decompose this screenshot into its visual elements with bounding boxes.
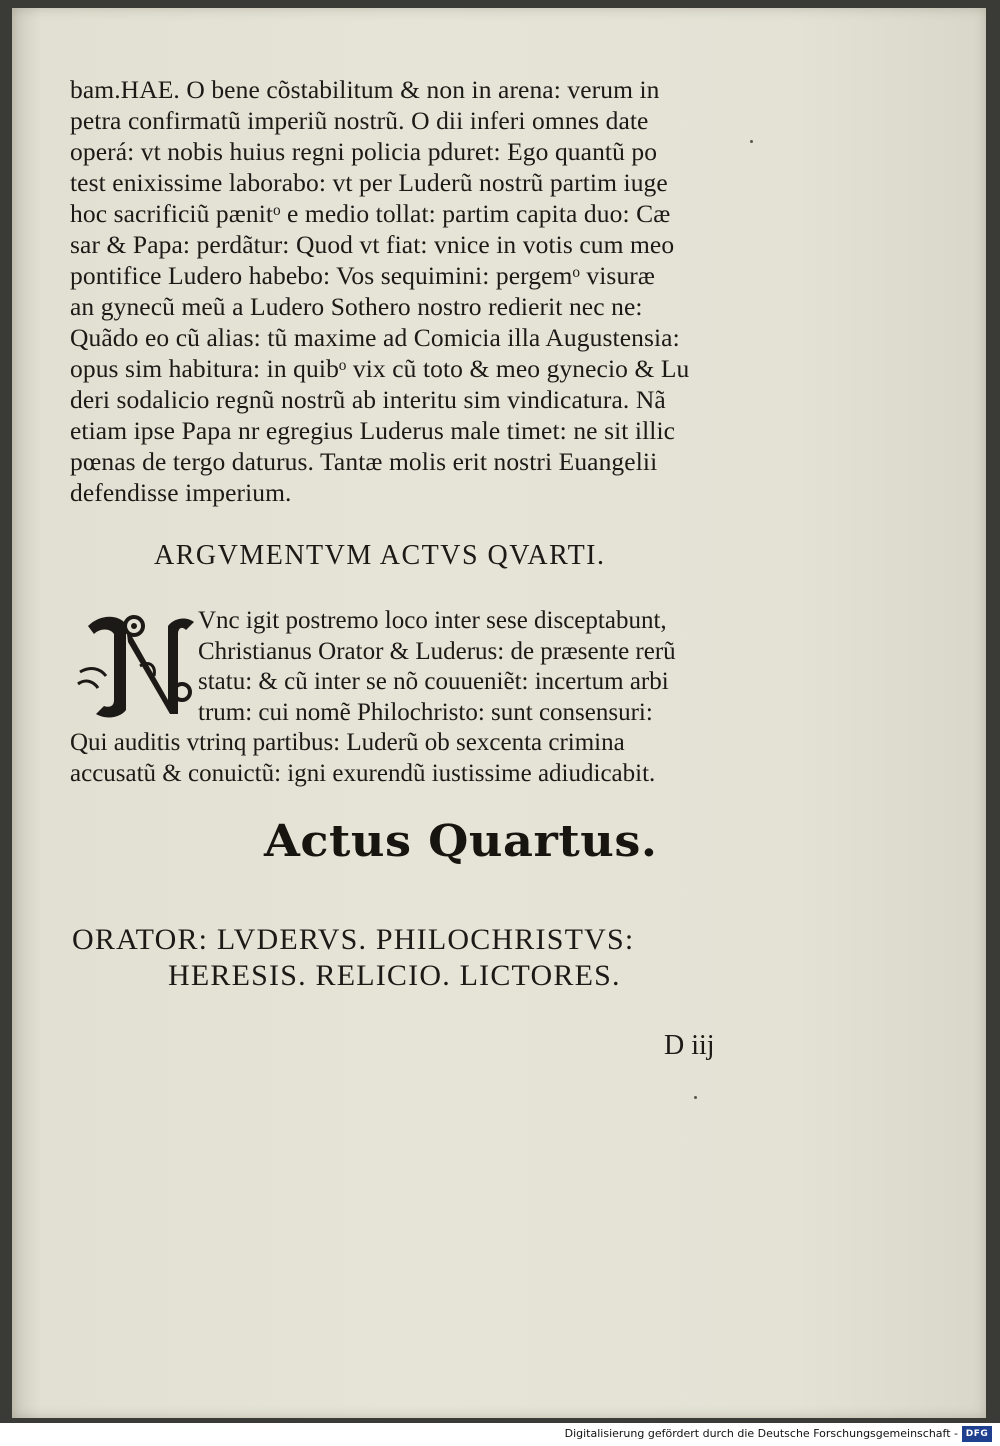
signature-mark: D iij xyxy=(664,1030,715,1061)
act-title: Actus Quartus. xyxy=(264,816,658,867)
argument-line: statu: & cũ inter se nõ couueniẽt: incertum arbi xyxy=(198,668,669,695)
cast-list xyxy=(72,922,634,994)
body-line: sar & Papa: perdãtur: Quod vt fiat: vnice in votis cum meo xyxy=(70,230,675,259)
body-line: opus sim habitura: in quibᵒ vix cũ toto & meo gynecio & Lu xyxy=(70,354,690,383)
argument-line: Vnc igit postremo loco inter sese disceptabunt, xyxy=(198,607,667,634)
body-line: Quãdo eo cũ alias: tũ maxime ad Comicia illa Augustensia: xyxy=(70,323,680,352)
body-line: petra confirmatũ imperiũ nostrũ. O dii inferi omnes date xyxy=(70,106,649,135)
body-text xyxy=(70,74,810,508)
body-line: operá: vt nobis huius regni policia pduret: Ego quantũ po xyxy=(70,137,658,166)
cast-line: ORATOR: LVDERVS. PHILOCHRISTVS: xyxy=(72,923,635,956)
footer-credit: Digitalisierung gefördert durch die Deutsche Forschungsgemeinschaft - xyxy=(564,1427,958,1440)
argument-heading: ARGVMENTVM ACTVS QVARTI. xyxy=(154,540,606,571)
argument-line: Qui auditis vtrinq partibus: Luderũ ob sexcenta crimina xyxy=(70,729,625,756)
argument-line: trum: cui nomẽ Philochristo: sunt consensuri: xyxy=(198,698,653,726)
argument-line: accusatũ & conuictũ: igni exurendũ iustissime adiudicabit. xyxy=(70,759,656,787)
footer-bar xyxy=(0,1423,1000,1446)
book-page xyxy=(12,8,986,1418)
body-line: pœnas de tergo daturus. Tantæ molis erit nostri Euangelii xyxy=(70,447,658,476)
body-line: bam.HAE. O bene cõstabilitum & non in arena: verum in xyxy=(70,75,660,104)
argument-line: Christianus Orator & Luderus: de præsente rerũ xyxy=(198,637,676,665)
body-line: test enixissime laborabo: vt per Luderũ nostrũ partim iuge xyxy=(70,168,668,197)
body-line: an gynecũ meũ a Ludero Sothero nostro redierit nec ne: xyxy=(70,292,643,321)
body-line: defendisse imperium. xyxy=(70,478,292,507)
decorated-initial-n-icon xyxy=(70,606,200,726)
body-line: etiam ipse Papa nr egregius Luderus male timet: ne sit illic xyxy=(70,416,676,445)
argument-block xyxy=(70,606,810,789)
body-line: hoc sacrificiũ pænitᵒ e medio tollat: partim capita duo: Cæ xyxy=(70,199,671,228)
paper-speck xyxy=(694,1096,697,1099)
paper-speck xyxy=(750,140,753,143)
body-line: pontifice Ludero habebo: Vos sequimini: pergemᵒ visuræ xyxy=(70,261,656,290)
body-line: deri sodalicio regnũ nostrũ ab interitu sim vindicatura. Nã xyxy=(70,385,666,414)
dfg-logo-icon: DFG xyxy=(962,1426,992,1442)
cast-line: HERESIS. RELICIO. LICTORES. xyxy=(168,959,621,992)
